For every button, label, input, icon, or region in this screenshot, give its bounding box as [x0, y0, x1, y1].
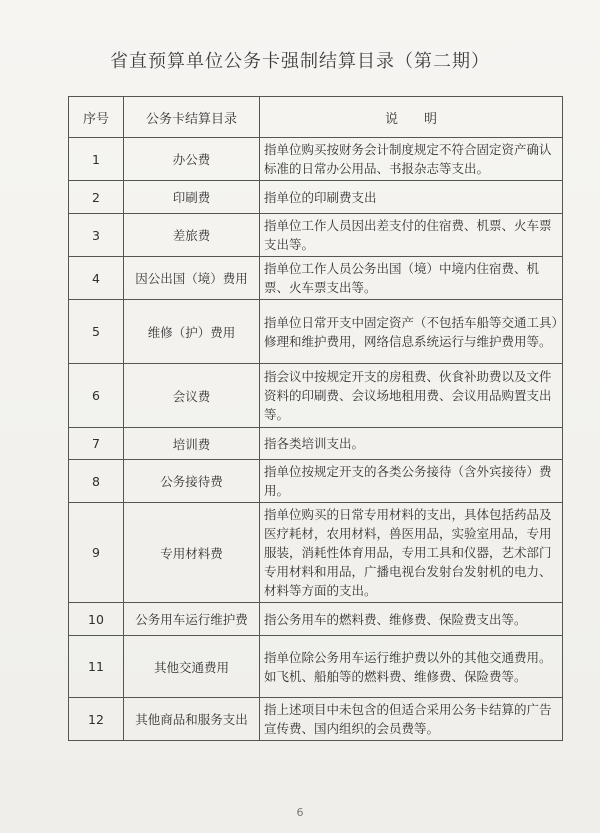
row-category: 印刷费 [124, 181, 260, 214]
row-description: 指单位购买按财务会计制度规定不符合固定资产确认标准的日常办公用品、书报杂志等支出。 [260, 138, 563, 181]
row-description: 指单位日常开支中固定资产（不包括车船等交通工具）修理和维护费用，网络信息系统运行与维护费用等。 [260, 300, 563, 364]
row-category: 培训费 [124, 428, 260, 460]
row-description: 指单位购买的日常专用材料的支出，具体包括药品及医疗耗材，农用材料，兽医用品，实验室用品，专用服装，消耗性体育用品，专用工具和仪器，艺术部门专用材料和用品，广播电视台发射台发射机的电力、材料等方面的支出。 [260, 503, 563, 603]
table-row [69, 138, 563, 181]
row-description: 指单位除公务用车运行维护费以外的其他交通费用。如飞机、船舶等的燃料费、维修费、保险费等。 [260, 636, 563, 698]
row-category: 会议费 [124, 364, 260, 428]
row-description: 指单位的印刷费支出 [260, 181, 563, 214]
row-category: 因公出国（境）费用 [124, 257, 260, 300]
row-number: 12 [69, 698, 124, 741]
row-number: 5 [69, 300, 124, 364]
page-number: 6 [296, 806, 304, 819]
table-row [69, 364, 563, 428]
table-header-row [69, 97, 563, 138]
row-number: 4 [69, 257, 124, 300]
table-row [69, 257, 563, 300]
table-row [69, 300, 563, 364]
row-description: 指各类培训支出。 [260, 428, 563, 460]
row-description: 指上述项目中未包含的但适合采用公务卡结算的广告宣传费、国内组织的会员费等。 [260, 698, 563, 741]
row-number: 11 [69, 636, 124, 698]
row-number: 9 [69, 503, 124, 603]
header-seq: 序号 [69, 97, 124, 138]
row-description: 指会议中按规定开支的房租费、伙食补助费以及文件资料的印刷费、会议场地租用费、会议用品购置支出等。 [260, 364, 563, 428]
row-description: 指单位按规定开支的各类公务接待（含外宾接待）费用。 [260, 460, 563, 503]
row-number: 8 [69, 460, 124, 503]
table-row [69, 503, 563, 603]
row-number: 6 [69, 364, 124, 428]
catalog-table [68, 96, 563, 741]
row-category: 差旅费 [124, 214, 260, 257]
table-row [69, 603, 563, 636]
header-description: 说 明 [260, 97, 563, 138]
row-number: 7 [69, 428, 124, 460]
table-row [69, 428, 563, 460]
table-row [69, 698, 563, 741]
row-number: 3 [69, 214, 124, 257]
row-category: 维修（护）费用 [124, 300, 260, 364]
row-category: 其他商品和服务支出 [124, 698, 260, 741]
row-description: 指单位工作人员公务出国（境）中境内住宿费、机票、火车票支出等。 [260, 257, 563, 300]
row-number: 10 [69, 603, 124, 636]
table-row [69, 181, 563, 214]
table-row [69, 636, 563, 698]
row-number: 1 [69, 138, 124, 181]
row-description: 指公务用车的燃料费、维修费、保险费支出等。 [260, 603, 563, 636]
table-row [69, 460, 563, 503]
row-category: 办公费 [124, 138, 260, 181]
row-category: 专用材料费 [124, 503, 260, 603]
table-row [69, 214, 563, 257]
row-category: 其他交通费用 [124, 636, 260, 698]
row-category: 公务用车运行维护费 [124, 603, 260, 636]
page-title: 省直预算单位公务卡强制结算目录（第二期） [110, 51, 490, 72]
header-category: 公务卡结算目录 [124, 97, 260, 138]
row-category: 公务接待费 [124, 460, 260, 503]
row-number: 2 [69, 181, 124, 214]
row-description: 指单位工作人员因出差支付的住宿费、机票、火车票支出等。 [260, 214, 563, 257]
